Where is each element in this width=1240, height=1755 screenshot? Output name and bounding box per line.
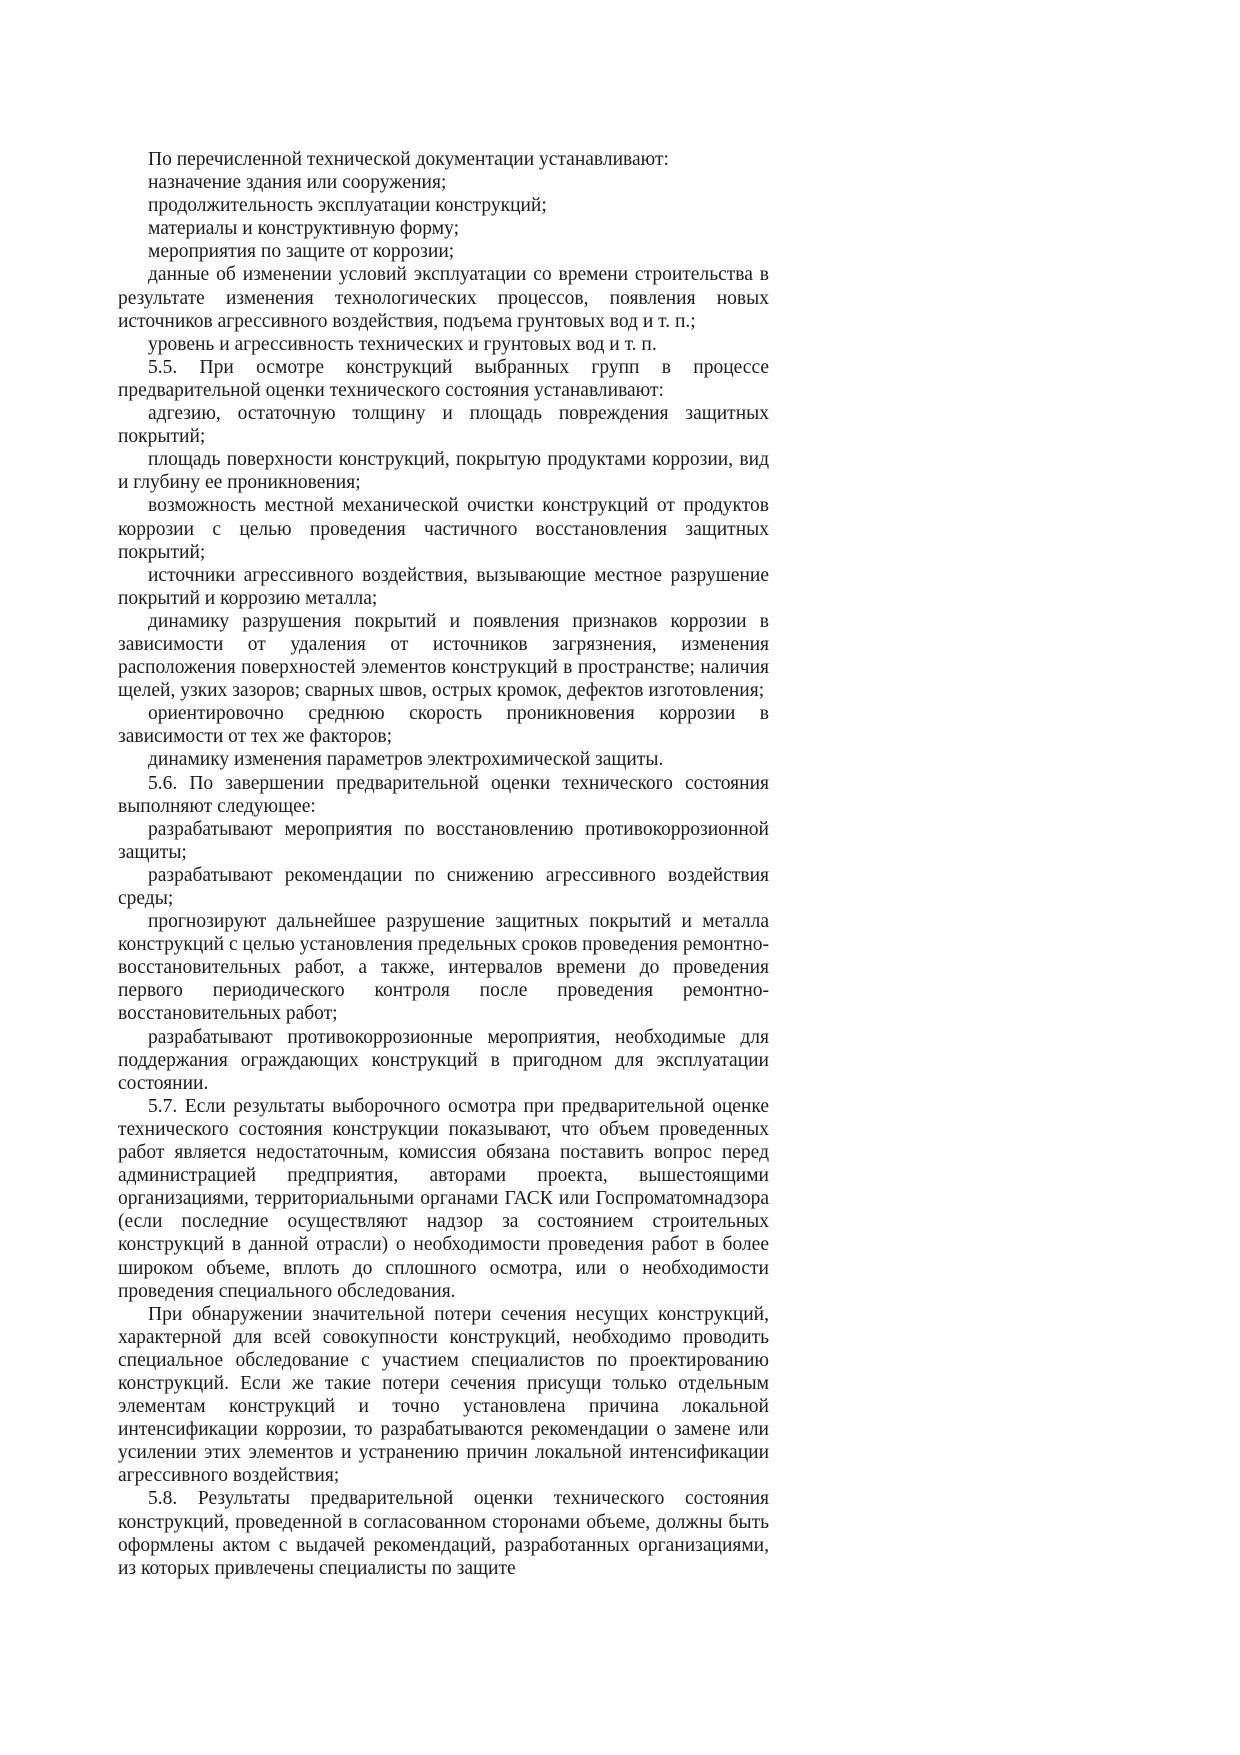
list-item: уровень и агрессивность технических и грунтовых вод и т. п.: [148, 333, 657, 355]
list-item: мероприятия по защите от коррозии;: [148, 241, 455, 263]
list-item: ориентировочно среднюю скорость проникновения коррозии в зависимости от тех же факторов;: [118, 703, 769, 748]
list-item: разрабатывают мероприятия по восстановлению противокоррозионной защиты;: [118, 818, 769, 863]
list-item: источники агрессивного воздействия, вызывающие местное разрушение покрытий и коррозию металла;: [118, 564, 769, 609]
list-item: прогнозируют дальнейшее разрушение защитных покрытий и металла конструкций с целью установления предельных сроков проведения ремонтно-восстановительных работ, а также, интервалов времени до проведения первого периодического контроля после проведения ремонтно-восстановительных работ;: [118, 911, 769, 1025]
document-page: [118, 148, 769, 1580]
section-5-6: 5.6. По завершении предварительной оценки технического состояния выполняют следующее:: [118, 772, 769, 817]
list-item: возможность местной механической очистки конструкций от продуктов коррозии с целью проведения частичного восстановления защитных покрытий;: [118, 495, 769, 563]
list-item: разрабатывают рекомендации по снижению агрессивного воздействия среды;: [118, 864, 769, 909]
list-item: динамику разрушения покрытий и появления признаков коррозии в зависимости от удаления от источников загрязнения, изменения расположения поверхностей элементов конструкций в пространстве; наличия щелей, узких зазоров; сварных швов, острых кромок, дефектов изготовления;: [118, 610, 769, 702]
section-5-8: 5.8. Результаты предварительной оценки технического состояния конструкций, проведенной в согласованном сторонами объеме, должны быть оформлены актом с выдачей рекомендаций, разработанных организациями, из которых привлечены специалисты по защите: [118, 1488, 769, 1579]
list-item: продолжительность эксплуатации конструкций;: [148, 195, 547, 217]
list-item: разрабатывают противокоррозионные мероприятия, необходимые для поддержания ограждающих конструкций в пригодном для эксплуатации состоянии.: [118, 1026, 769, 1094]
paragraph: При обнаружении значительной потери сечения несущих конструкций, характерной для всей совокупности конструкций, необходимо проводить специальное обследование с участием специалистов по проектированию конструкций. Если же такие потери сечения присущи только отдельным элементам конструкций и точно установлена причина локальной интенсификации коррозии, то разрабатываются рекомендации о замене или усилении этих элементов и устранению причин локальной интенсификации агрессивного воздействия;: [118, 1303, 769, 1487]
paragraph-intro: По перечисленной технической документации устанавливают:: [148, 149, 669, 170]
list-item: данные об изменении условий эксплуатации со времени строительства в результате изменения технологических процессов, появления новых источников агрессивного воздействия, подъема грунтовых вод и т. п.;: [118, 264, 769, 332]
section-5-5: 5.5. При осмотре конструкций выбранных групп в процессе предварительной оценки технического состояния устанавливают:: [118, 356, 769, 401]
list-item: материалы и конструктивную форму;: [148, 218, 459, 240]
section-5-7: 5.7. Если результаты выборочного осмотра при предварительной оценке технического состояния конструкции показывают, что объем проведенных работ является недостаточным, комиссия обязана поставить вопрос перед администрацией предприятия, авторами проекта, вышестоящими организациями, территориальными органами ГАСК или Госпроматомнадзора (если последние осуществляют надзор за состоянием строительных конструкций в данной отрасли) о необходимости проведения работ в более широком объеме, вплоть до сплошного осмотра, или о необходимости проведения специального обследования.: [118, 1095, 769, 1302]
list-item: назначение здания или сооружения;: [148, 172, 447, 194]
list-item: динамику изменения параметров электрохимической защиты.: [148, 749, 664, 771]
list-item: адгезию, остаточную толщину и площадь повреждения защитных покрытий;: [118, 403, 769, 448]
list-item: площадь поверхности конструкций, покрытую продуктами коррозии, вид и глубину ее проникновения;: [118, 449, 769, 494]
